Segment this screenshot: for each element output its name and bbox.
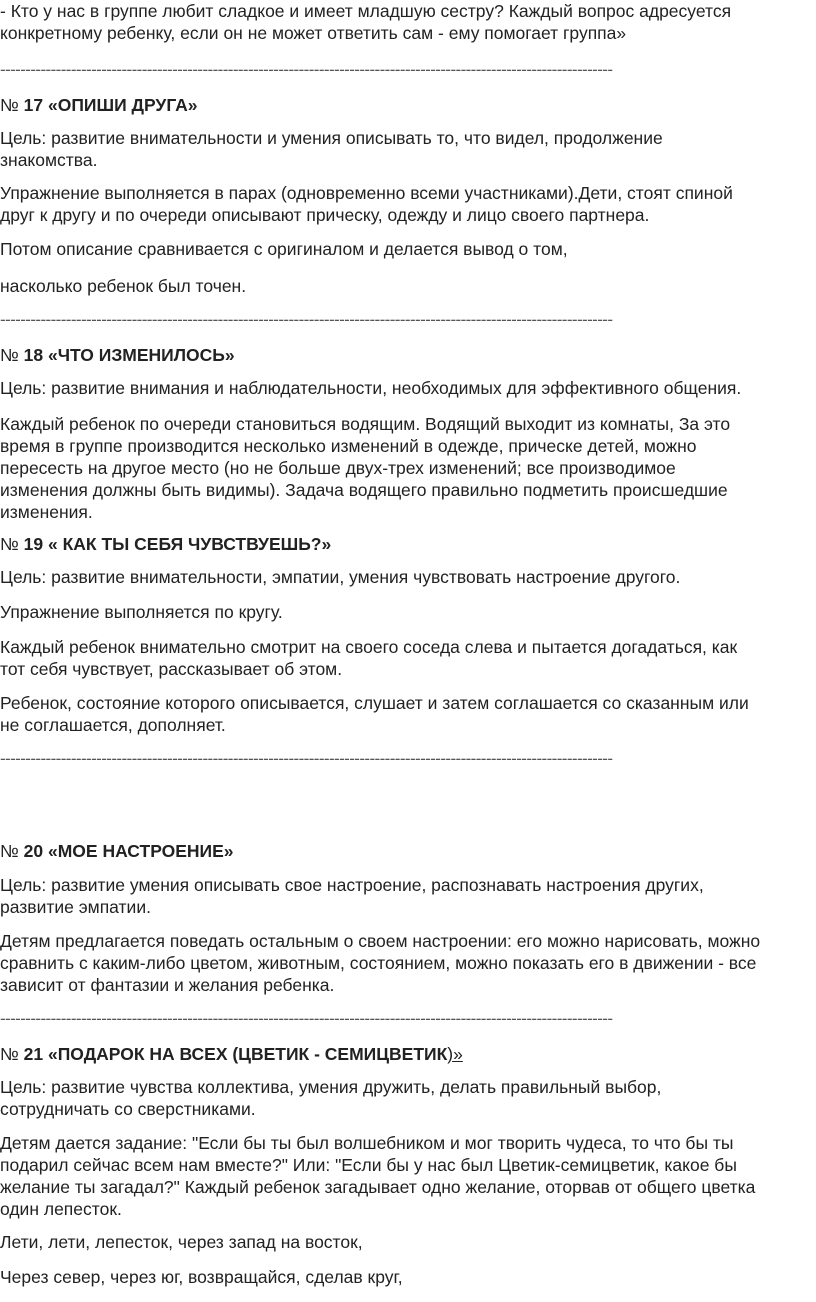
section-17-body (0, 238, 816, 260)
verse-line: Через север, через юг, возвращайся, сделав круг, (0, 1267, 403, 1287)
section-18-heading (0, 344, 816, 366)
section-title-tail: )» (447, 1044, 463, 1064)
text-line: Цель: развитие внимательности и умения описывать то, что видел, продолжение (0, 128, 663, 148)
text-line: Детям дается задание: "Если бы ты был волшебником и мог творить чудеса, то что бы ты (0, 1133, 734, 1153)
text-line: Цель: развитие чувства коллектива, умения дружить, делать правильный выбор, (0, 1077, 662, 1097)
text-line: желание ты загадал?" Каждый ребенок загадывает одно желание, оторвав от общего цветка (0, 1177, 756, 1197)
section-number: 20 (23, 841, 44, 861)
separator: ------------------------------------------------------------------------------------------------------------------------- (0, 749, 613, 768)
text-line: друг к другу и по очереди описывают прическу, одежду и лицо своего партнера. (0, 205, 650, 225)
number-sign: № (0, 534, 19, 554)
section-19-heading (0, 533, 816, 555)
section-21-heading (0, 1043, 816, 1065)
text-line: Упражнение выполняется в парах (одновременно всеми участниками).Дети, стоят спиной (0, 183, 733, 203)
number-sign: № (0, 345, 19, 365)
separator: ------------------------------------------------------------------------------------------------------------------------- (0, 1009, 613, 1028)
text-line: Упражнение выполняется по кругу. (0, 602, 283, 622)
section-20-heading (0, 840, 816, 862)
text-line: Каждый ребенок по очереди становиться водящим. Водящий выходит из комнаты, За это (0, 414, 731, 434)
section-19-goal (0, 566, 816, 588)
section-17-body (0, 182, 816, 226)
text-line: время в группе производится несколько изменений в одежде, прическе детей, можно (0, 436, 697, 456)
section-title: «ПОДАРОК НА ВСЕХ (ЦВЕТИК - СЕМИЦВЕТИК (48, 1044, 448, 1064)
section-number: 17 (23, 95, 44, 115)
separator: ------------------------------------------------------------------------------------------------------------------------- (0, 310, 613, 329)
section-21-verse (0, 1266, 816, 1288)
number-sign: № (0, 1044, 19, 1064)
section-17-body (0, 275, 816, 297)
section-20-goal (0, 874, 816, 918)
section-19-body (0, 601, 816, 623)
text-line: Потом описание сравнивается с оригиналом и делается вывод о том, (0, 239, 568, 259)
section-title: «ОПИШИ ДРУГА» (48, 95, 198, 115)
section-21-body (0, 1132, 816, 1220)
separator: ------------------------------------------------------------------------------------------------------------------------- (0, 60, 613, 79)
text-line: тот себя чувствует, рассказывает об этом. (0, 659, 343, 679)
text-line: один лепесток. (0, 1199, 122, 1219)
section-title: «ЧТО ИЗМЕНИЛОСЬ» (48, 345, 235, 365)
section-18-goal (0, 377, 816, 399)
number-sign: № (0, 95, 19, 115)
section-number: 21 (23, 1044, 44, 1064)
section-title: «МОЕ НАСТРОЕНИЕ» (48, 841, 234, 861)
section-19-body (0, 636, 816, 680)
text-line: не соглашается, дополняет. (0, 715, 226, 735)
section-17-goal (0, 127, 816, 171)
text-line: Цель: развитие внимания и наблюдательности, необходимых для эффективного общения. (0, 378, 742, 398)
section-21-verse (0, 1231, 816, 1253)
text-line: насколько ребенок был точен. (0, 276, 247, 296)
text-line: подарил сейчас всем нам вместе?" Или: "Если бы у нас был Цветик-семицветик, какое бы (0, 1155, 737, 1175)
text-line: изменения должны быть видимы). Задача водящего правильно подметить происшедшие (0, 480, 728, 500)
section-18-body (0, 413, 816, 523)
text-line: развитие эмпатии. (0, 897, 151, 917)
section-17-heading (0, 94, 816, 116)
section-20-body (0, 930, 816, 996)
intro-line: - Кто у нас в группе любит сладкое и имеет младшую сестру? Каждый вопрос адресуется (0, 1, 732, 21)
text-line: Ребенок, состояние которого описывается, слушает и затем соглашается со сказанным или (0, 693, 749, 713)
intro-paragraph (0, 0, 816, 44)
text-line: знакомства. (0, 150, 98, 170)
section-number: 18 (23, 345, 44, 365)
text-line: зависит от фантазии и желания ребенка. (0, 975, 335, 995)
text-line: сотрудничать со сверстниками. (0, 1099, 256, 1119)
text-line: Цель: развитие внимательности, эмпатии, умения чувствовать настроение другого. (0, 567, 681, 587)
text-line: изменения. (0, 502, 93, 522)
section-title: « КАК ТЫ СЕБЯ ЧУВСТВУЕШЬ?» (48, 534, 332, 554)
text-line: сравнить с каким-либо цветом, животным, состоянием, можно показать его в движении - все (0, 953, 757, 973)
section-19-body (0, 692, 816, 736)
section-number: 19 (23, 534, 44, 554)
section-21-goal (0, 1076, 816, 1120)
verse-line: Лети, лети, лепесток, через запад на восток, (0, 1232, 363, 1252)
intro-line: конкретному ребенку, если он не может ответить сам - ему помогает группа» (0, 23, 627, 43)
number-sign: № (0, 841, 19, 861)
text-line: Цель: развитие умения описывать свое настроение, распознавать настроения других, (0, 875, 704, 895)
text-line: Каждый ребенок внимательно смотрит на своего соседа слева и пытается догадаться, как (0, 637, 738, 657)
text-line: Детям предлагается поведать остальным о своем настроении: его можно нарисовать, можно (0, 931, 761, 951)
text-line: пересесть на другое место (но не больше двух-трех изменений; все производимое (0, 458, 676, 478)
